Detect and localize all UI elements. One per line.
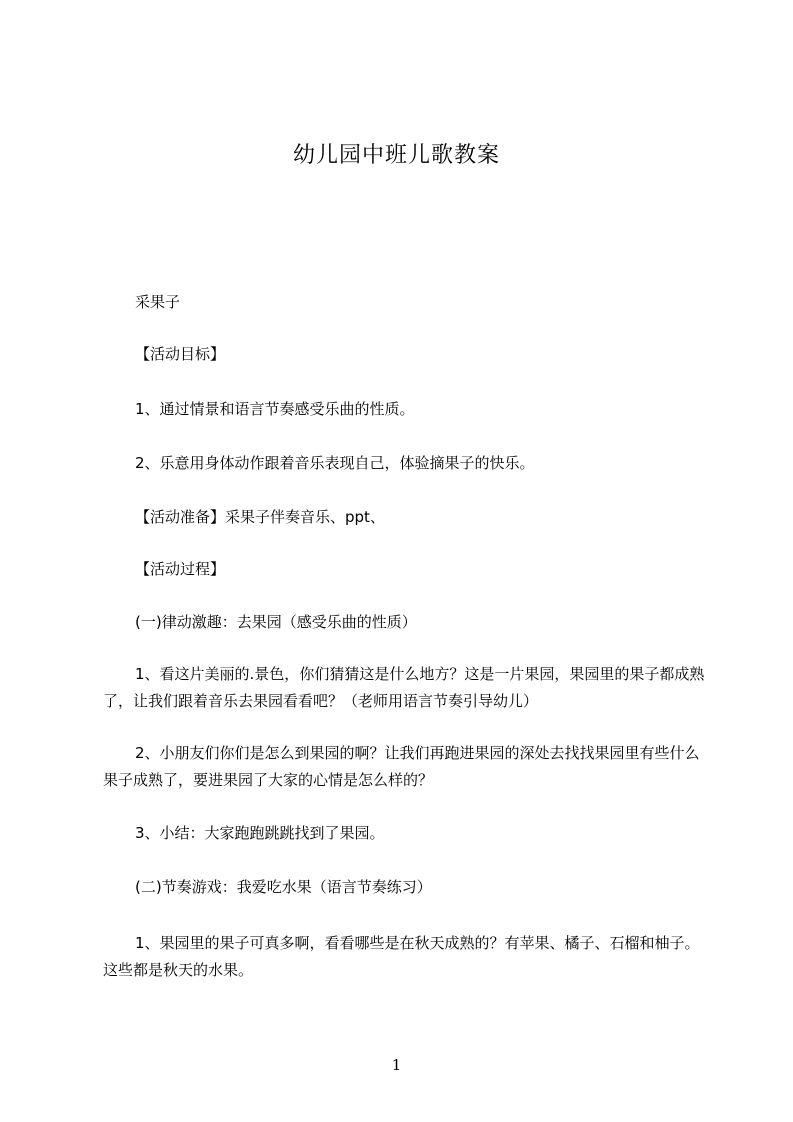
activity-preparation: 【活动准备】采果子伴奏音乐、ppt、 bbox=[135, 508, 385, 526]
goal-item-2: 2、乐意用身体动作跟着音乐表现自己，体验摘果子的快乐。 bbox=[135, 454, 535, 472]
process-part-1-heading: (一)律动激趣：去果园（感受乐曲的性质） bbox=[135, 613, 417, 631]
page-number: 1 bbox=[391, 1056, 402, 1074]
heading-activity-goals: 【活动目标】 bbox=[135, 345, 226, 363]
document-title: 幼儿园中班儿歌教案 bbox=[292, 143, 500, 168]
process-part-2-step-1: 1、果园里的果子可真多啊，看看哪些是在秋天成熟的？有苹果、橘子、石榴和柚子。这些都是秋天的水果。 bbox=[103, 934, 700, 979]
section-heading-caiguozi: 采果子 bbox=[135, 293, 181, 311]
goal-item-1: 1、通过情景和语言节奏感受乐曲的性质。 bbox=[135, 400, 415, 418]
heading-activity-process: 【活动过程】 bbox=[135, 560, 226, 578]
process-part-1-step-2: 2、小朋友们你们是怎么到果园的啊？让我们再跑进果园的深处去找找果园里有些什么果子成熟了，要进果园了大家的心情是怎么样的？ bbox=[103, 744, 700, 789]
process-part-1-step-1: 1、看这片美丽的.景色，你们猜猜这是什么地方？这是一片果园，果园里的果子都成熟了，让我们跟着音乐去果园看看吧？（老师用语言节奏引导幼儿） bbox=[103, 665, 705, 710]
process-part-2-heading: (二)节奏游戏：我爱吃水果（语言节奏练习） bbox=[135, 878, 432, 896]
process-part-1-summary: 3、小结：大家跑跑跳跳找到了果园。 bbox=[135, 824, 385, 842]
